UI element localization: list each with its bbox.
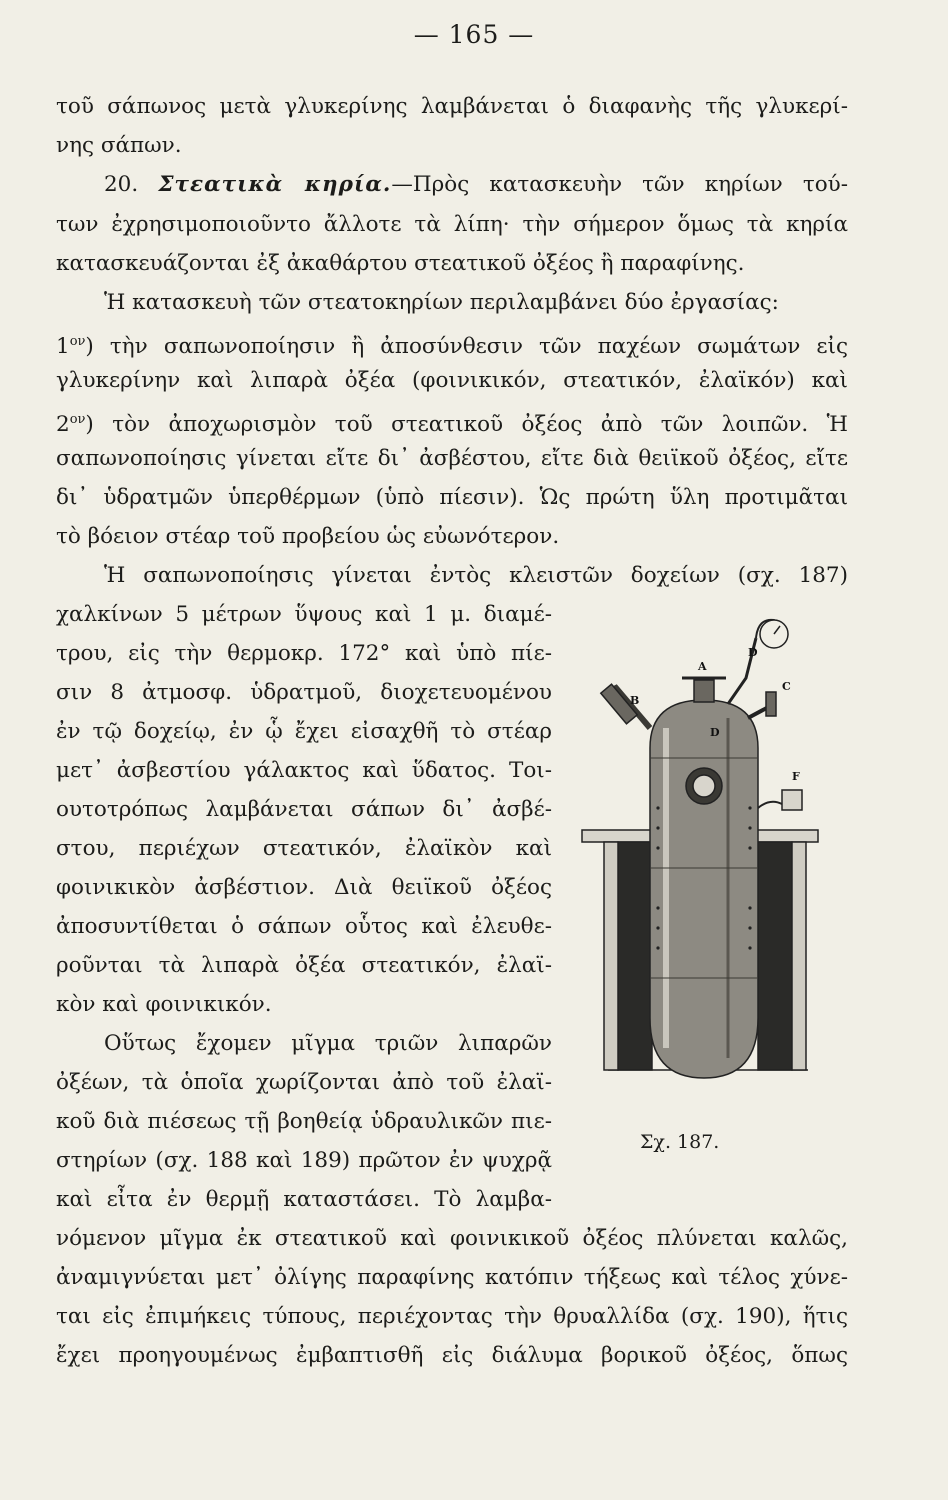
figure-caption: Σχ. 187. <box>640 1131 720 1153</box>
furnace-right-frame <box>792 842 806 1070</box>
text-line: γλυκερίνην καὶ λιπαρὰ ὀξέα (φοινικικόν, στεατικόν, ἐλαϊκόν) καὶ <box>56 368 848 393</box>
text-line: δι᾽ ὑδρατμῶν ὑπερθέρμων (ὑπὸ πίεσιν). Ὡς πρώτη ὕλη προτιμᾶται <box>56 485 848 510</box>
text-line: τὸ βόειον στέαρ τοῦ προβείου ὡς εὐωνότερον. <box>56 524 560 549</box>
text-line: σιν 8 ἀτμοσφ. ὑδρατμοῦ, διοχετευομένου <box>56 680 552 705</box>
text-line <box>56 327 848 359</box>
label-d-top: D <box>748 646 758 659</box>
outlet-valve <box>766 692 776 716</box>
top-valve-body <box>694 680 714 702</box>
label-b: B <box>630 694 640 707</box>
section-number: 20. <box>104 172 139 197</box>
text-line: Ἡ σαπωνοποίησις γίνεται ἐντὸς κλειστῶν δοχείων (σχ. 187) <box>104 563 848 588</box>
page-number: — 165 — <box>413 20 535 49</box>
text-line: νης σάπων. <box>56 133 182 158</box>
text-span: ) τὴν σαπωνοποίησιν ἢ ἀποσύνθεσιν τῶν παχέων σωμάτων εἰς <box>85 334 848 360</box>
text-line: χαλκίνων 5 μέτρων ὕψους καὶ 1 μ. διαμέ- <box>56 602 552 627</box>
label-a: A <box>698 660 707 673</box>
text-line: στηρίων (σχ. 188 καὶ 189) πρῶτον ἐν ψυχρᾷ <box>56 1148 552 1173</box>
text-line: στου, περιέχων στεατικόν, ἐλαϊκὸν καὶ <box>56 836 552 861</box>
side-coil <box>758 802 782 808</box>
ordinal-suffix: ον <box>69 412 86 427</box>
section-heading-line <box>104 170 848 202</box>
text-line: ἐν τῷ δοχείῳ, ἐν ᾧ ἔχει εἰσαχθῆ τὸ στέαρ <box>56 719 552 744</box>
text-line: νόμενον μῖγμα ἐκ στεατικοῦ καὶ φοινικικοῦ ὀξέος πλύνεται καλῶς, <box>56 1226 848 1251</box>
furnace-right-wall <box>758 842 792 1070</box>
side-box <box>782 790 802 810</box>
ordinal-number: 1 <box>56 334 70 360</box>
text-line: ἀποσυντίθεται ὁ σάπων οὗτος καὶ ἐλευθε- <box>56 914 552 939</box>
furnace-left-frame <box>604 842 618 1070</box>
ordinal-number: 2 <box>56 412 70 438</box>
section-title: Στεατικὰ κηρία. <box>158 172 392 197</box>
text-line: φοινικικὸν ἀσβέστιον. Διὰ θειϊκοῦ ὀξέος <box>56 875 552 900</box>
text-line: Ἡ κατασκευὴ τῶν στεατοκηρίων περιλαμβάνει δύο ἐργασίας: <box>104 290 779 315</box>
text-line: μετ᾽ ἀσβεστίου γάλακτος καὶ ὕδατος. Τοι- <box>56 758 552 783</box>
text-line: κατασκευάζονται ἐξ ἀκαθάρτου στεατικοῦ ὀξέος ἢ παραφίνης. <box>56 251 745 276</box>
ordinal-suffix: ον <box>69 334 86 349</box>
label-c: C <box>782 680 791 693</box>
text-line: ουτοτρόπως λαμβάνεται σάπων δι᾽ ἀσβέ- <box>56 797 552 822</box>
label-f: F <box>792 770 800 783</box>
furnace-left-wall <box>618 842 652 1070</box>
label-d-mid: D <box>710 726 720 739</box>
text-line: ται εἰς ἐπιμήκεις τύπους, περιέχοντας τὴν θρυαλλίδα (σχ. 190), ἥτις <box>56 1304 848 1329</box>
text-line: κὸν καὶ φοινικικόν. <box>56 992 272 1017</box>
text-line: καὶ εἶτα ἐν θερμῇ καταστάσει. Τὸ λαμβα- <box>56 1187 552 1212</box>
text-line: των ἐχρησιμοποιοῦντο ἄλλοτε τὰ λίπη· τὴν σήμερον ὅμως τὰ κηρία <box>56 212 848 237</box>
text-line: τοῦ σάπωνος μετὰ γλυκερίνης λαμβάνεται ὁ διαφανὴς τῆς γλυκερί- <box>56 94 848 119</box>
text-line: ἔχει προηγουμένως ἐμβαπτισθῆ εἰς διάλυμα βορικοῦ ὀξέος, ὅπως <box>56 1343 848 1368</box>
text-line: ἀναμιγνύεται μετ᾽ ὀλίγης παραφίνης κατόπιν τήξεως καὶ τέλος χύνε- <box>56 1265 848 1290</box>
text-line: τρου, εἰς τὴν θερμοκρ. 172° καὶ ὑπὸ πίε- <box>56 641 552 666</box>
text-line: ὀξέων, τὰ ὁποῖα χωρίζονται ἀπὸ τοῦ ἐλαϊ- <box>56 1070 552 1095</box>
text-span: —Πρὸς κατασκευὴν τῶν κηρίων τού- <box>391 172 849 197</box>
autoclave-illustration <box>578 608 850 1094</box>
text-line: ροῦνται τὰ λιπαρὰ ὀξέα στεατικόν, ἐλαϊ- <box>56 953 552 978</box>
text-line: κοῦ διὰ πιέσεως τῇ βοηθείᾳ ὑδραυλικῶν πιε- <box>56 1109 552 1134</box>
text-span: ) τὸν ἀποχωρισμὸν τοῦ στεατικοῦ ὀξέος ἀπὸ τῶν λοιπῶν. Ἡ <box>85 412 848 438</box>
text-line <box>56 405 848 437</box>
manhole-inner <box>693 775 715 797</box>
text-line: Οὕτως ἔχομεν μῖγμα τριῶν λιπαρῶν <box>104 1031 552 1056</box>
text-line: σαπωνοποίησις γίνεται εἴτε δι᾽ ἀσβέστου, εἴτε διὰ θειϊκοῦ ὀξέος, εἴτε <box>56 446 848 471</box>
